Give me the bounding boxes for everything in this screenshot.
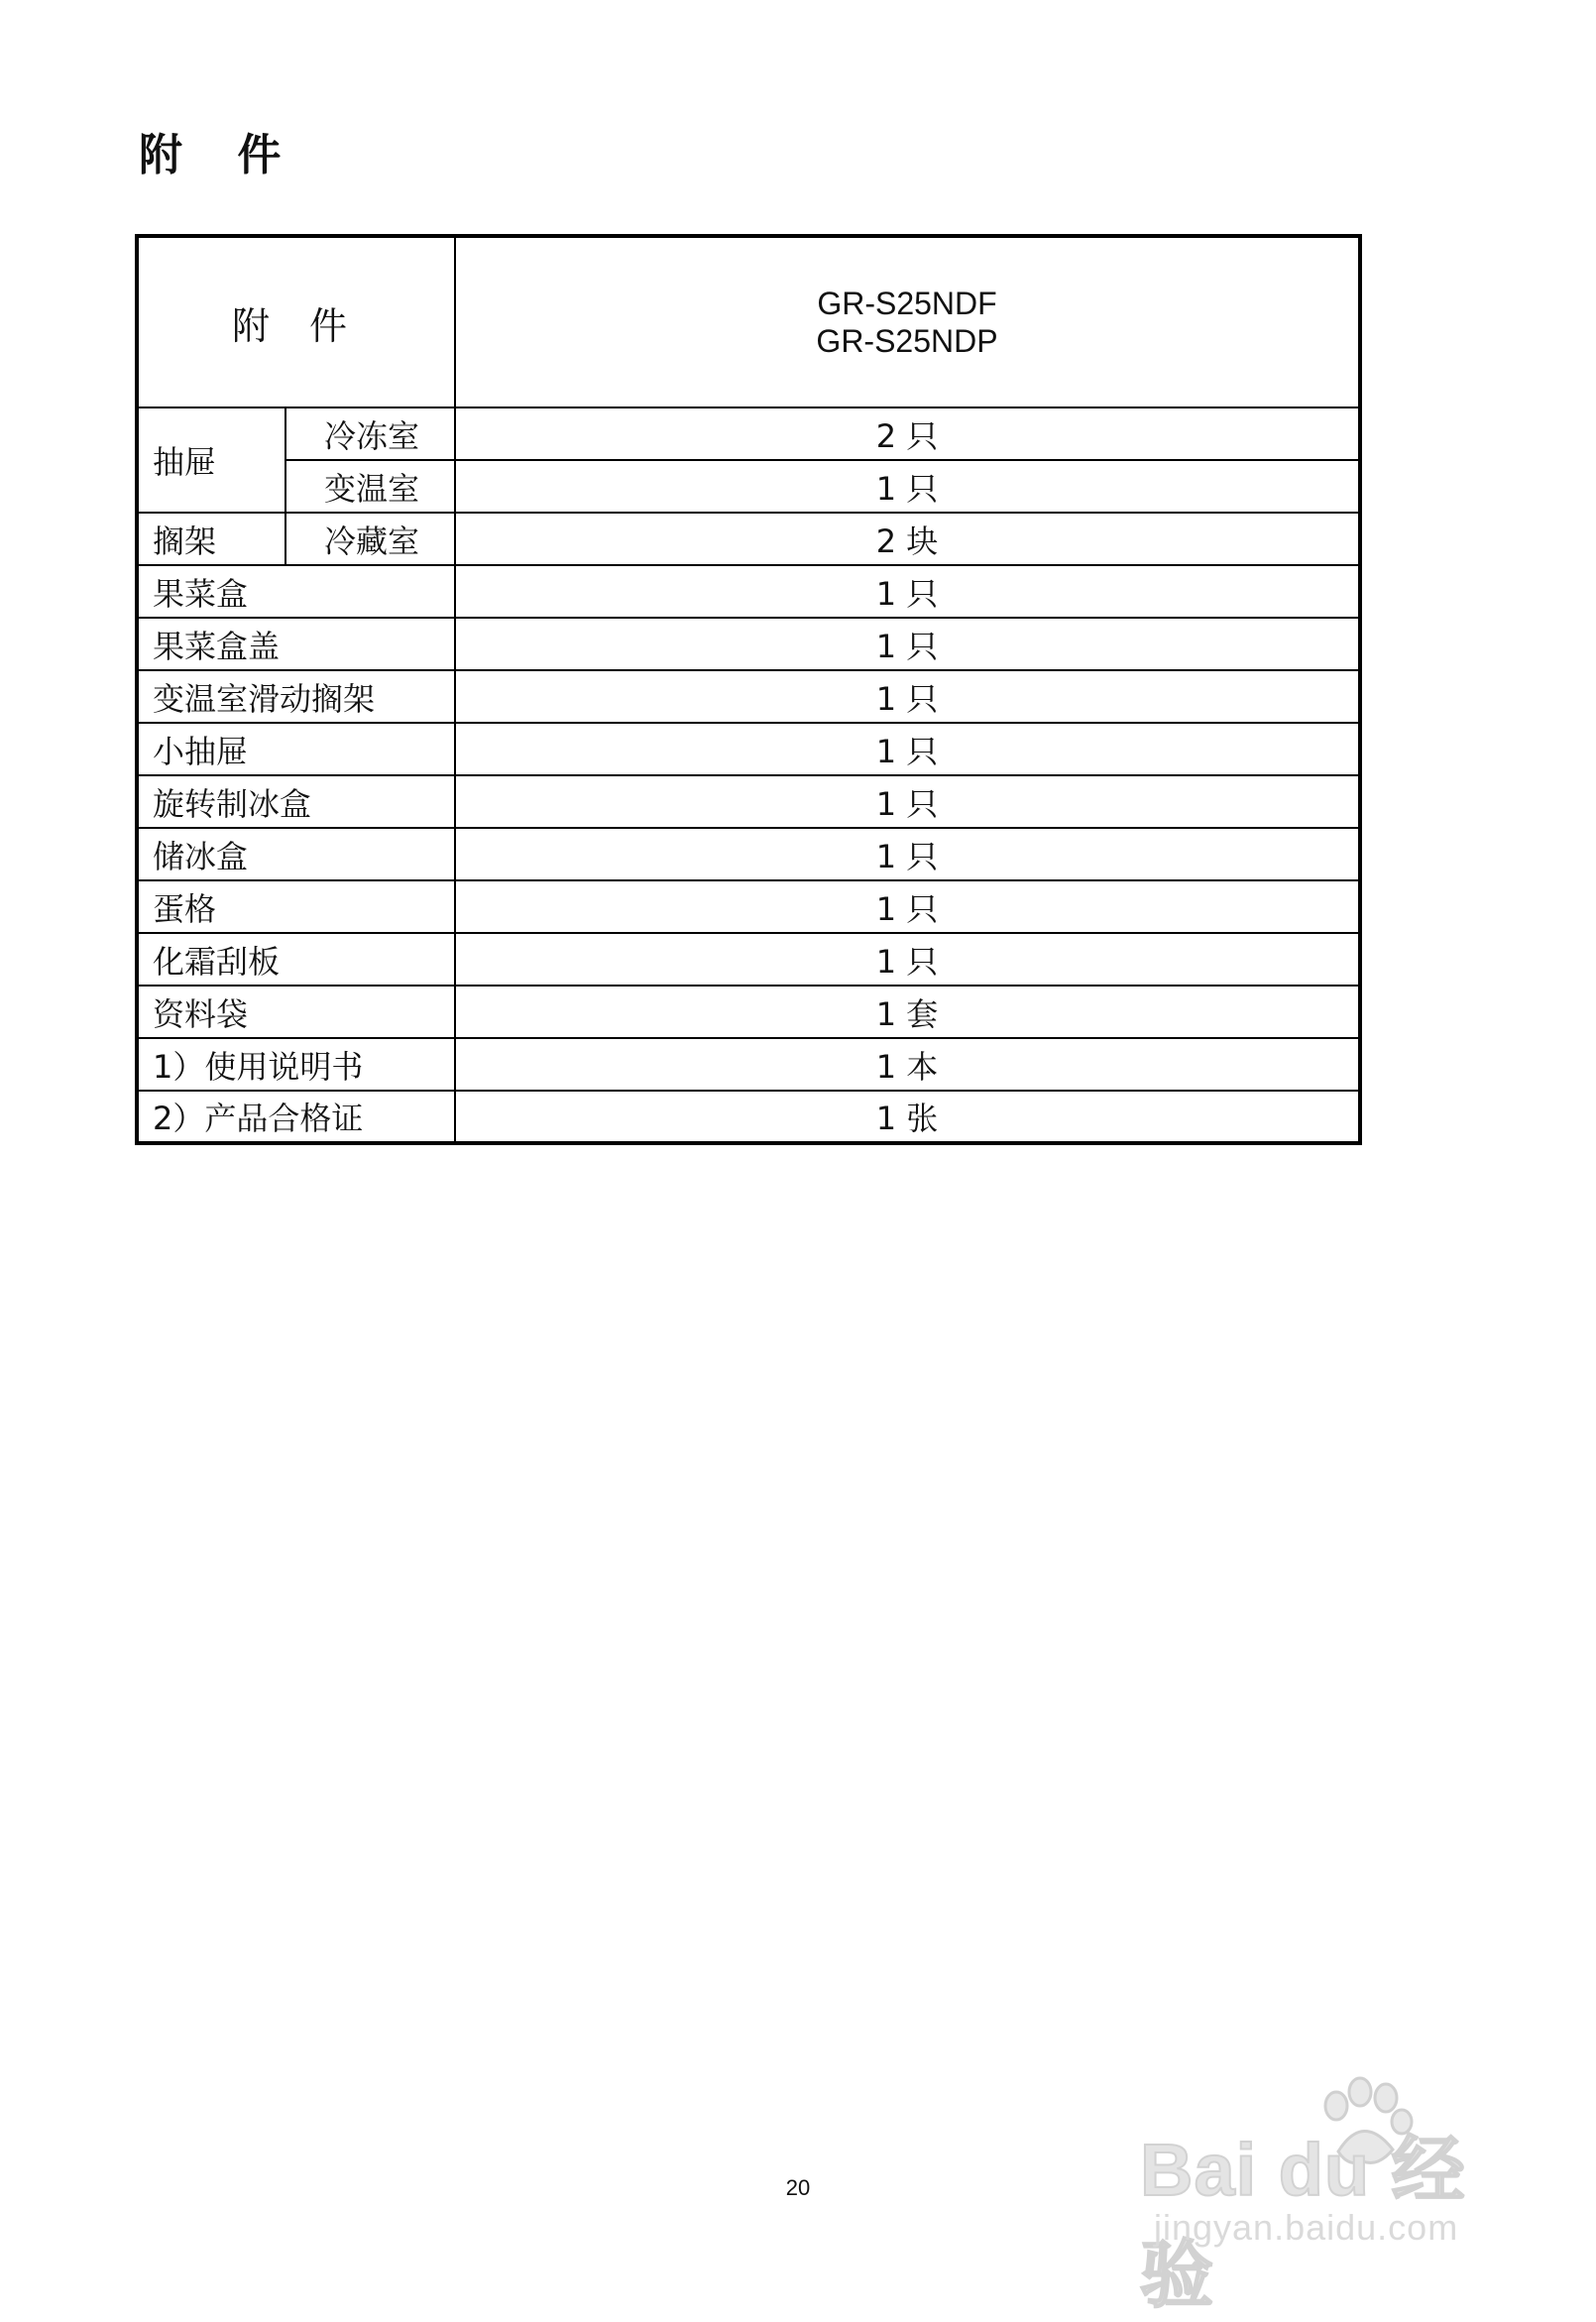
row-sub-label: 冷藏室 xyxy=(285,513,455,565)
row-quantity: 1 只 xyxy=(455,618,1360,670)
row-quantity: 1 套 xyxy=(455,986,1360,1038)
row-item-label: 资料袋 xyxy=(137,986,455,1038)
table-row xyxy=(137,933,1360,986)
row-quantity: 1 只 xyxy=(455,828,1360,880)
row-item-label: 储冰盒 xyxy=(137,828,455,880)
table-header-row xyxy=(137,236,1360,407)
table-row xyxy=(137,880,1360,933)
row-quantity: 2 块 xyxy=(455,513,1360,565)
table-row xyxy=(137,1091,1360,1143)
row-quantity: 1 只 xyxy=(455,460,1360,513)
row-item-label: 小抽屉 xyxy=(137,723,455,775)
watermark-url: jingyan.baidu.com xyxy=(1154,2207,1459,2248)
row-quantity: 1 只 xyxy=(455,933,1360,986)
header-label: 附 件 xyxy=(137,236,455,407)
row-quantity: 1 只 xyxy=(455,880,1360,933)
page-number: 20 xyxy=(785,2175,811,2200)
row-item-label: 果菜盒盖 xyxy=(137,618,455,670)
table-row xyxy=(137,775,1360,828)
page-title: 附 件 xyxy=(139,130,301,180)
watermark-brand: Bai du 经验 xyxy=(1140,2129,1466,2316)
row-quantity: 1 只 xyxy=(455,670,1360,723)
row-item-label: 变温室滑动搁架 xyxy=(137,670,455,723)
table-row xyxy=(137,513,1360,565)
row-item-label: 果菜盒 xyxy=(137,565,455,618)
row-quantity: 1 本 xyxy=(455,1038,1360,1091)
model-names xyxy=(455,236,1360,407)
row-quantity: 2 只 xyxy=(455,407,1360,460)
row-item-label: 蛋格 xyxy=(137,880,455,933)
row-item-label: 旋转制冰盒 xyxy=(137,775,455,828)
row-group-label: 抽屉 xyxy=(137,407,285,513)
row-item-label: 1）使用说明书 xyxy=(137,1038,455,1091)
table-row xyxy=(137,565,1360,618)
table-row xyxy=(137,618,1360,670)
accessories-table xyxy=(135,234,1362,1145)
model-name: GR-S25NDP xyxy=(816,323,998,359)
baidu-watermark xyxy=(1140,2072,1517,2316)
table-row xyxy=(137,670,1360,723)
row-quantity: 1 只 xyxy=(455,775,1360,828)
row-quantity: 1 张 xyxy=(455,1091,1360,1143)
row-item-label: 2）产品合格证 xyxy=(137,1091,455,1143)
table-row xyxy=(137,828,1360,880)
table-row xyxy=(137,1038,1360,1091)
table-row xyxy=(137,986,1360,1038)
table-row xyxy=(137,723,1360,775)
row-sub-label: 变温室 xyxy=(285,460,455,513)
row-item-label: 化霜刮板 xyxy=(137,933,455,986)
row-sub-label: 冷冻室 xyxy=(285,407,455,460)
row-quantity: 1 只 xyxy=(455,723,1360,775)
model-name: GR-S25NDF xyxy=(817,286,997,321)
table-row xyxy=(137,460,1360,513)
row-quantity: 1 只 xyxy=(455,565,1360,618)
row-group-label: 搁架 xyxy=(137,513,285,565)
table-row xyxy=(137,407,1360,460)
